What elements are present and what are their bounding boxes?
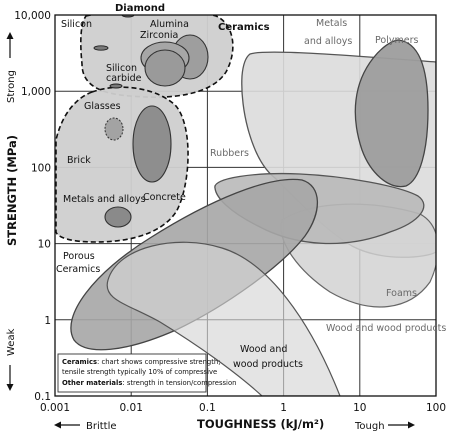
label-porous-ceramics-1: Porous <box>63 251 95 262</box>
x-side-label-tough: Tough <box>355 421 385 432</box>
y-side-label-strong: Strong <box>6 70 17 103</box>
x-tick-label: 0.01 <box>119 402 143 414</box>
x-tick-label: 1 <box>280 402 287 414</box>
annotation-line-2: tensile strength typically 10% of compressive <box>62 368 218 376</box>
annotation-line-1: Ceramics: chart shows compressive strength; <box>62 358 221 366</box>
region-silicon-carbide <box>145 50 185 86</box>
label-porous-ceramics-2: Ceramics <box>56 264 101 275</box>
label-rubbers: Foams <box>386 288 417 299</box>
y-tick-label: 100 <box>30 162 51 175</box>
label-composites: Polymers <box>375 35 419 46</box>
label-silicon-carbide: Silicon <box>106 63 138 74</box>
x-tick-labels <box>40 402 446 414</box>
x-tick-label: 0.1 <box>199 402 216 414</box>
label-metals-1: Metals <box>316 18 348 29</box>
x-tick-label: 0.001 <box>39 402 71 414</box>
label-porcelain: Glasses <box>84 101 121 112</box>
y-tick-label: 10,000 <box>14 10 51 22</box>
label-wood-1: Wood and <box>240 344 288 355</box>
x-axis-title: TOUGHNESS (kJ/m²) <box>197 417 325 431</box>
label-diamond: Diamond <box>115 3 166 14</box>
label-silicon-carbide-2: carbide <box>106 73 142 84</box>
region-silicon-carbide-small <box>110 84 122 88</box>
tough-arrow <box>388 422 415 429</box>
x-tick-label: 100 <box>425 402 447 414</box>
annotation-box <box>58 354 236 392</box>
y-tick-label: 0.1 <box>34 391 51 403</box>
y-tick-label: 1,000 <box>20 86 51 99</box>
y-tick-label: 1 <box>44 314 51 327</box>
x-tick-label: 10 <box>353 402 367 414</box>
weak-arrow <box>7 365 14 391</box>
x-side-label-brittle: Brittle <box>86 421 117 432</box>
region-porcelain <box>105 118 123 140</box>
region-brick <box>133 106 171 182</box>
label-zirconia: Zirconia <box>140 30 179 41</box>
label-concrete: Metals and alloys <box>63 194 146 205</box>
label-wood-2: wood products <box>233 359 303 370</box>
y-side-label-weak: Weak <box>6 328 17 356</box>
label-metals-2: and alloys <box>304 36 353 47</box>
y-tick-label: 10 <box>37 238 51 251</box>
label-foams: Wood and wood products <box>326 323 447 334</box>
label-ceramics: Ceramics <box>218 22 270 33</box>
strong-arrow <box>7 32 14 58</box>
brittle-arrow <box>54 422 80 429</box>
y-axis-title: STRENGTH (MPa) <box>5 134 19 246</box>
y-tick-labels <box>14 10 51 403</box>
label-polymers: Rubbers <box>210 148 249 159</box>
label-alumina: Alumina <box>150 19 189 30</box>
region-concrete <box>105 207 131 227</box>
label-glasses: Brick <box>67 155 91 166</box>
region-silicon <box>94 46 108 50</box>
annotation-line-3: Other materials: strength in tension/compression <box>62 379 237 387</box>
label-silicon: Silicon <box>61 19 93 30</box>
label-brick: Concrete <box>143 192 186 203</box>
